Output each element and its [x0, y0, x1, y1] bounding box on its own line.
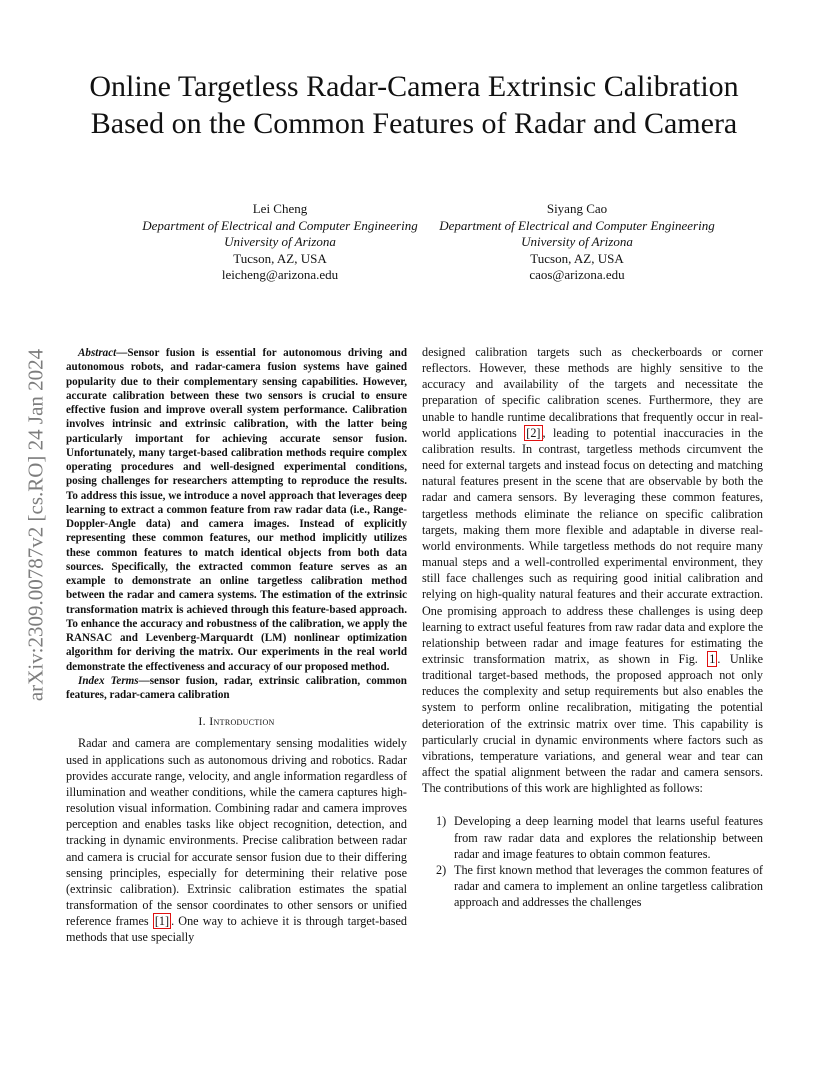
list-item	[422, 862, 763, 910]
intro-paragraph	[66, 735, 407, 945]
author-department: Department of Electrical and Computer Engineering	[142, 217, 418, 233]
abstract	[66, 346, 407, 674]
author-block-2	[422, 201, 732, 284]
author-email: caos@arizona.edu	[529, 267, 625, 282]
paper-title: Online Targetless Radar-Camera Extrinsic Calibration Based on the Common Features of Radar and Camera	[89, 70, 739, 140]
intro-text-4: , leading to potential inaccuracies in the calibration results. In contrast, targetless methods circumvent the need for external targets and instead focus on detecting and matching natural features present in the scene that are observable by both the radar and camera sensors. By leveraging these common features, targetless methods eliminate the reliance on specific calibration targets, making them more flexible and adaptable in diverse real-world environments. While targetless methods do not require many manual steps and a well-controlled experimental environment, they still face challenges such as requiring good initial calibration and relying on high-quality natural features and their accurate extraction. One promising approach to address these challenges is using deep learning to extract useful features from raw radar data and explore the relationship between radar and image features for estimating the extrinsic transformation matrix, as shown in Fig.	[422, 425, 763, 666]
index-terms-lead: Index Terms	[78, 674, 139, 687]
abstract-lead: Abstract	[78, 347, 117, 359]
contributions-list	[422, 813, 763, 910]
arxiv-stamp-text: arXiv:2309.00787v2 [cs.RO] 24 Jan 2024	[23, 348, 48, 702]
section-numeral: I.	[198, 714, 210, 729]
author-department: Department of Electrical and Computer Engineering	[439, 217, 715, 233]
author-name: Siyang Cao	[546, 201, 608, 216]
citation-link[interactable]: [2]	[526, 425, 541, 440]
list-item-number: 2)	[436, 862, 447, 877]
left-column	[66, 346, 407, 945]
intro-text-3: designed calibration targets such as checkerboards or corner reflectors. However, these methods are highly sensitive to the accuracy and availability of the targets and necessitate the preparation of specific calibration scenes. Furthermore, they are unable to handle runtime decalibrations that frequently occur in real-world applications	[422, 345, 763, 440]
right-column	[422, 344, 763, 910]
author-email: leicheng@arizona.edu	[221, 267, 339, 282]
intro-text-1: Radar and camera are complementary sensing modalities widely used in applications such as autonomous driving and robotics. Radar provides accurate range, velocity, and angle information regardless of illumination and weather conditions, while the camera captures high-resolution visual information. Combining radar and camera improves perception and enables tasks like object recognition, detection, and tracking in dynamic environments. Precise calibration between radar and camera is crucial for accurate sensor fusion due to their differing sensing principles, especially for determining their relative pose (extrinsic calibration). Extrinsic calibration estimates the spatial transformation of the sensor coordinates to other sensors or unified reference frames	[66, 736, 407, 929]
section-heading-introduction	[66, 713, 407, 729]
intro-text-5: . Unlike traditional target-based methods, the proposed approach not only reduces the complexity and setup requirements but also enables the system to perform online recalibration, mitigating the potential deterioration of the extrinsic matrix over time. This capability is particularly crucial in dynamic environments where factors such as vibrations, temperature variations, and general wear and tear can affect the spatial alignment between the radar and camera sensors. The contributions of this work are highlighted as follows:	[422, 651, 763, 796]
author-university: University of Arizona	[521, 234, 633, 249]
arxiv-stamp	[22, 290, 50, 760]
abstract-text: —Sensor fusion is essential for autonomous driving and autonomous robots, and radar-camera fusion systems have gained popularity due to their complementary sensing capabilities. However, accurate calibration between these two sensors is crucial to ensure effective fusion and improve overall system performance. Calibration involves intrinsic and extrinsic calibration, with the latter being particularly important for achieving accurate sensor fusion. Unfortunately, many target-based calibration methods require complex operating procedures and well-designed experimental conditions, posing challenges for researchers attempting to reproduce the results. To address this issue, we introduce a novel approach that leverages deep learning to extract a common feature from raw radar data (i.e., Range-Doppler-Angle data) and camera images. Instead of explicitly representing these common features, our method implicitly utilizes these common features to match identical objects from both data sources. Specifically, the extracted common feature serves as an example to demonstrate an online targetless calibration method between the radar and camera systems. The estimation of the extrinsic transformation matrix is achieved through this feature-based approach. To enhance the accuracy and robustness of the calibration, we apply the RANSAC and Levenberg-Marquardt (LM) nonlinear optimization algorithm for deriving the matrix. Our experiments in the real world demonstrate the effectiveness and accuracy of our proposed method.	[66, 347, 407, 673]
list-item-number: 1)	[436, 814, 447, 829]
list-item-text: Developing a deep learning model that learns useful features from raw radar data and explores the relationship between radar and image features to obtain common features.	[454, 814, 763, 861]
list-item-text: The first known method that leverages the common features of radar and camera to implement an online targetless calibration approach and addresses the challenges	[454, 862, 763, 910]
index-terms-text: —sensor fusion, radar, extrinsic calibration, common features, radar-camera calibration	[66, 674, 407, 701]
intro-paragraph-continued	[422, 344, 763, 796]
figure-reference-link[interactable]: 1	[709, 651, 716, 666]
author-university: University of Arizona	[224, 234, 336, 249]
intro-text-2: . One way to achieve it is through target-based methods that use specially	[66, 914, 407, 945]
section-title: Introduction	[209, 714, 275, 729]
index-terms	[66, 674, 407, 703]
citation-link[interactable]: [1]	[154, 914, 170, 929]
author-block-1	[90, 201, 470, 284]
author-name: Lei Cheng	[252, 201, 308, 216]
list-item	[422, 813, 763, 861]
author-location: Tucson, AZ, USA	[530, 250, 624, 266]
author-location: Tucson, AZ, USA	[233, 250, 327, 266]
